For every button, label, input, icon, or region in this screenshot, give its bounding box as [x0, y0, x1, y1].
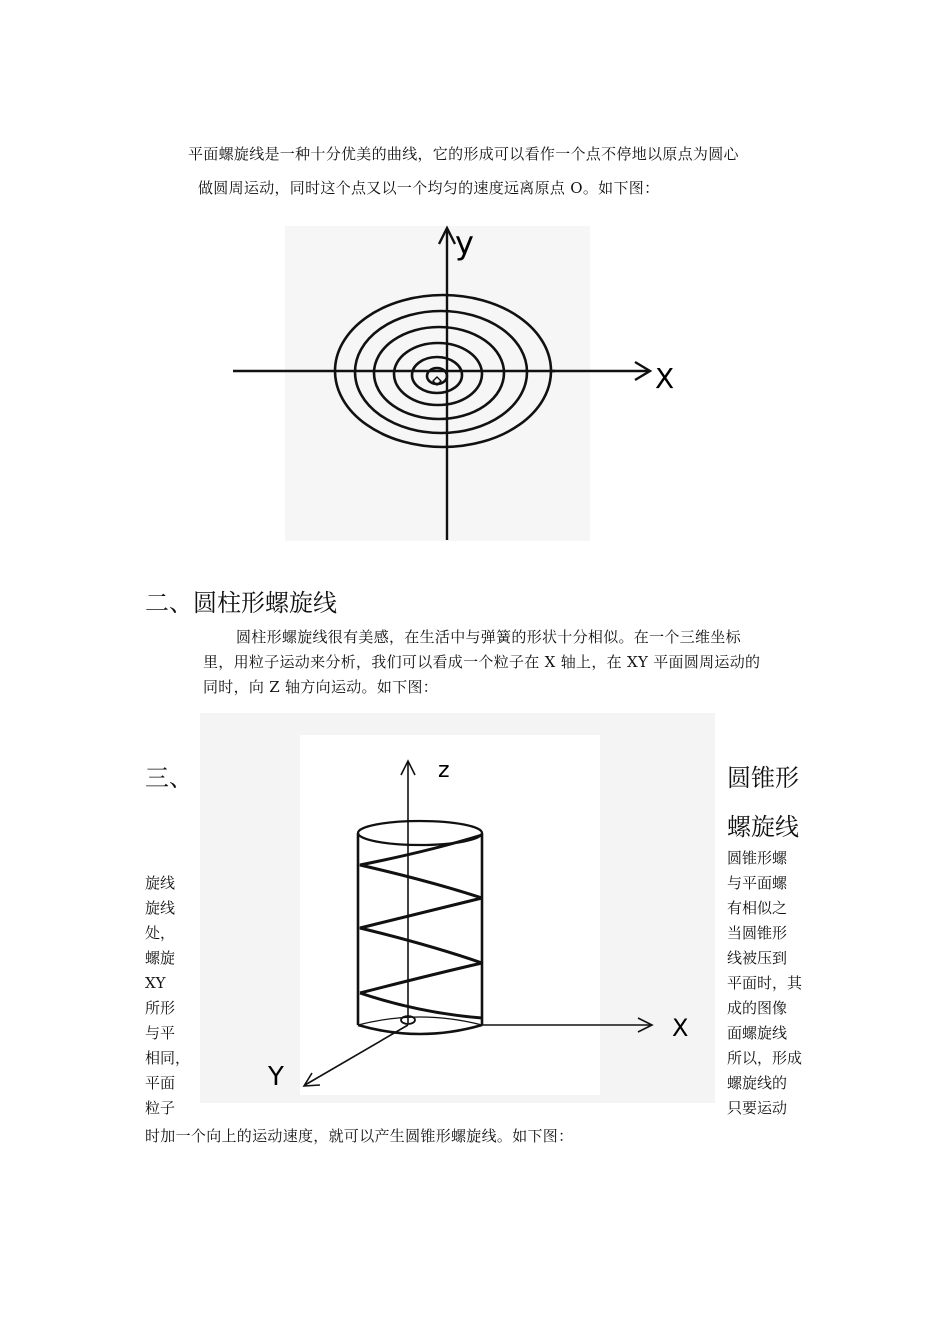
right-line: 线被压到: [727, 949, 788, 967]
left-line: 与平: [145, 1024, 176, 1042]
left-line: XY: [145, 974, 166, 992]
section2-heading: 二、圆柱形螺旋线: [145, 589, 337, 617]
left-line: 处，: [145, 924, 176, 942]
left-line: 所形: [145, 999, 176, 1017]
section3-heading-prefix: 三、: [145, 764, 193, 792]
y-axis-label: y: [455, 224, 474, 262]
left-line: 相同，: [145, 1049, 191, 1067]
cylindrical-helix-figure: [200, 713, 715, 1103]
section3-heading-right-2: 螺旋线: [727, 813, 799, 841]
right-line: 平面时，其: [727, 974, 803, 992]
planar-spiral-figure: [225, 218, 695, 548]
x-axis-label: X: [672, 1014, 689, 1042]
right-line: 螺旋线的: [727, 1074, 788, 1092]
section2-line-1: 圆柱形螺旋线很有美感，在生活中与弹簧的形状十分相似。在一个三维坐标: [236, 628, 741, 646]
y-axis-label: Y: [268, 1062, 284, 1092]
section3-left-column: [145, 871, 190, 1121]
right-line: 面螺旋线: [727, 1024, 788, 1042]
right-line: 与平面螺: [727, 874, 788, 892]
left-line: 螺旋: [145, 949, 176, 967]
z-axis-label: z: [438, 758, 450, 783]
right-line: 圆锥形螺: [727, 849, 788, 867]
left-line: 旋线: [145, 874, 176, 892]
section2-line-2: 里，用粒子运动来分析，我们可以看成一个粒子在 X 轴上，在 XY 平面圆周运动的: [203, 653, 761, 671]
right-line: 有相似之: [727, 899, 788, 917]
right-line: 只要运动: [727, 1099, 788, 1117]
x-axis-label: X: [655, 362, 675, 395]
right-line: 所以，形成: [727, 1049, 803, 1067]
section2-line-3: 同时，向 Z 轴方向运动。如下图：: [203, 678, 439, 696]
right-line: 成的图像: [727, 999, 788, 1017]
right-line: 当圆锥形: [727, 924, 788, 942]
figure-panel: [300, 735, 600, 1095]
section3-heading-right-1: 圆锥形: [727, 764, 799, 792]
section3-right-column: [727, 846, 802, 1121]
intro-line-1: 平面螺旋线是一种十分优美的曲线，它的形成可以看作一个点不停地以原点为圆心: [188, 145, 739, 163]
left-line: 粒子: [145, 1099, 176, 1117]
section3-last-line: 时加一个向上的运动速度，就可以产生圆锥形螺旋线。如下图：: [145, 1127, 574, 1145]
left-line: 平面: [145, 1074, 176, 1092]
intro-line-2: 做圆周运动，同时这个点又以一个均匀的速度远离原点 O。如下图：: [198, 179, 660, 197]
left-line: 旋线: [145, 899, 176, 917]
